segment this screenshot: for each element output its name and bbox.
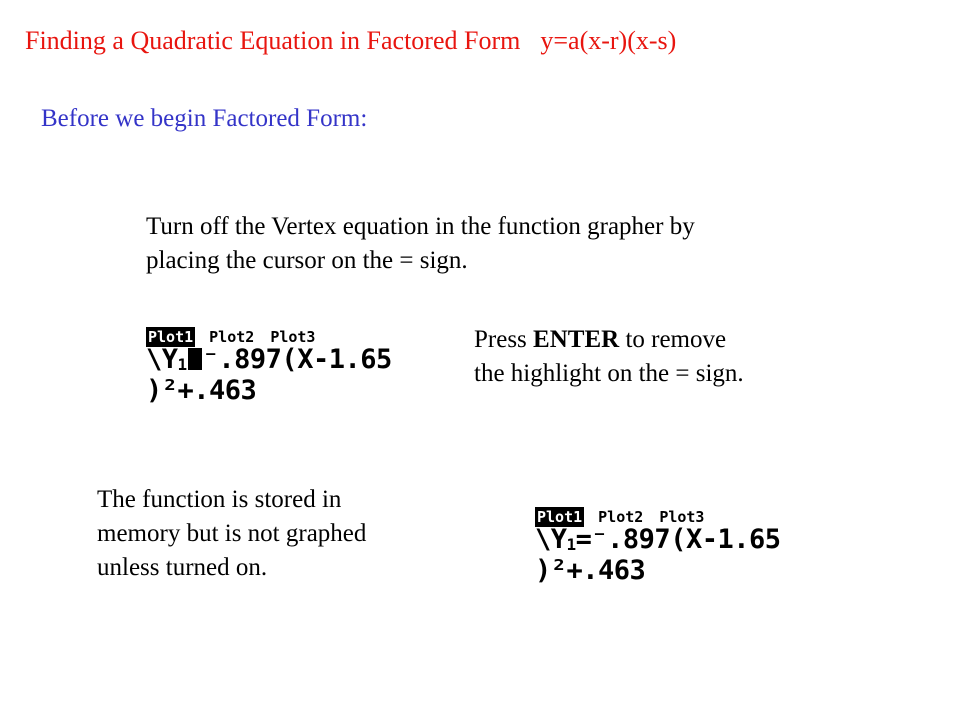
press-pre: Press [474, 326, 534, 353]
calculator-screen-after [535, 507, 780, 584]
plot1-label: Plot1 [148, 328, 194, 346]
equation-text: =⁻.897(X-1.65 [575, 524, 781, 555]
plot3-label: Plot3 [659, 508, 705, 526]
instruction-line-2: placing the cursor on the = sign. [146, 247, 468, 274]
y-prefix: \Y [535, 524, 567, 555]
cursor-block [188, 348, 202, 370]
slide-title [25, 26, 676, 56]
plot2-label: Plot2 [209, 328, 255, 346]
enter-key-label: ENTER [533, 326, 620, 353]
stored-line-3: unless turned on. [97, 554, 268, 581]
plot1-label: Plot1 [537, 508, 583, 526]
title-formula: y=a(x-r)(x-s) [540, 26, 677, 55]
title-text: Finding a Quadratic Equation in Factored Form [25, 26, 521, 55]
slide-subtitle: Before we begin Factored Form: [41, 105, 368, 132]
instruction-text [146, 210, 695, 278]
stored-note [97, 483, 366, 585]
equation-line-1 [535, 524, 781, 558]
stored-line-2: memory but is not graphed [97, 520, 367, 547]
equation-line-2: )²+.463 [146, 375, 257, 406]
press-line-2: the highlight on the = sign. [474, 360, 744, 387]
y-prefix: \Y [146, 344, 178, 375]
calculator-screen-before [146, 327, 392, 404]
equation-line-2: )²+.463 [535, 555, 646, 586]
plot3-label: Plot3 [270, 328, 316, 346]
stored-line-1: The function is stored in [97, 486, 342, 513]
press-post: to remove [619, 326, 727, 353]
press-line-1 [474, 323, 744, 357]
press-enter-text [474, 323, 744, 391]
equation-text: ⁻.897(X-1.65 [202, 344, 392, 375]
y-subscript: 1 [566, 535, 576, 554]
instruction-line-1: Turn off the Vertex equation in the function grapher by [146, 213, 695, 240]
equation-line-1 [146, 344, 392, 378]
y-subscript: 1 [177, 355, 187, 374]
plot2-label: Plot2 [598, 508, 644, 526]
